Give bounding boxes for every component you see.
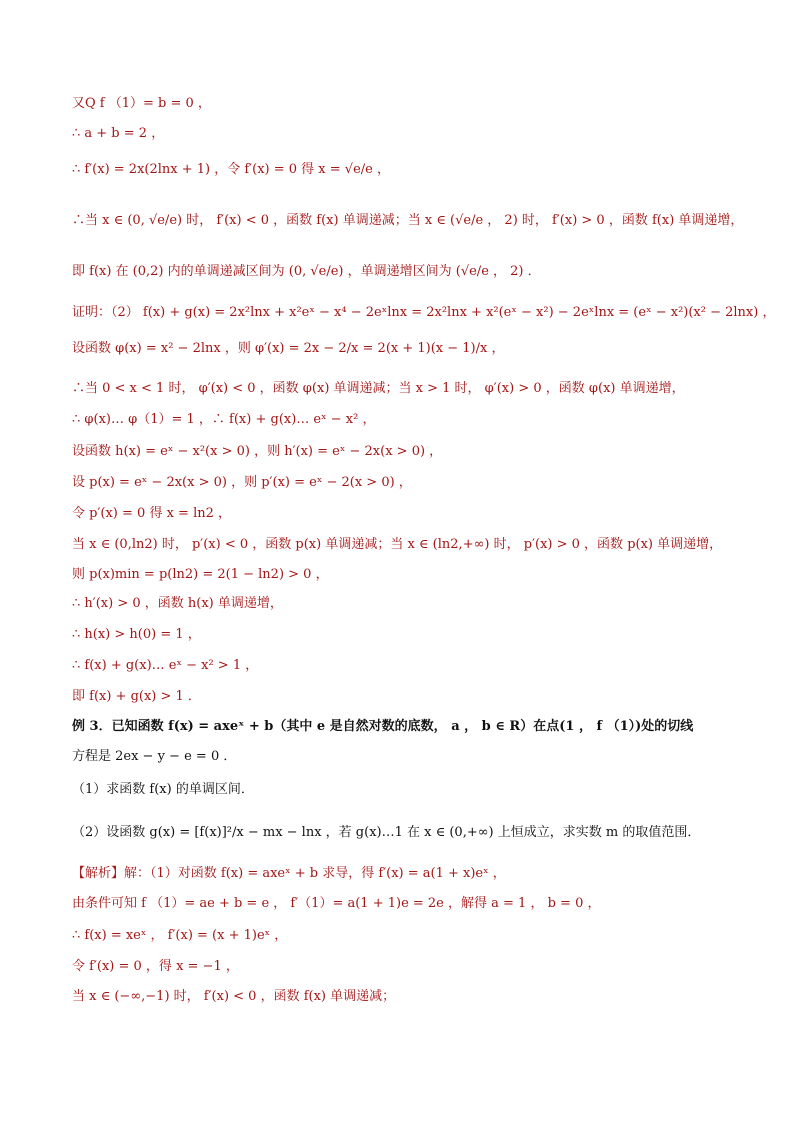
- question-item: （2）设函数 g(x) = [f(x)]²/x − mx − lnx ，若 g(x)…1 在 x ∈ (0,+∞) 上恒成立，求实数 m 的取值范围．: [72, 825, 701, 840]
- text-line: 令 f′(x) = 0 ，得 x = −1 ，: [72, 959, 239, 974]
- solution-heading: 【解析】解：（1）对函数 f(x) = axeˣ + b 求导，得 f′(x) = a(1 + x)eˣ ，: [72, 866, 506, 881]
- text-line: ∴当 0 < x < 1 时， φ′(x) < 0 ，函数 φ(x) 单调递减；当 x > 1 时， φ′(x) > 0 ，函数 φ(x) 单调递增，: [72, 381, 685, 396]
- text-line: 又Q f （1）= b = 0 ，: [72, 96, 211, 111]
- text-line: ∴ a + b = 2 ，: [72, 126, 165, 141]
- text-line: 即 f(x) 在 (0,2) 内的单调递减区间为 (0, √e/e) ，单调递增区间为 (√e/e ， 2) ．: [72, 264, 541, 279]
- text-line: 证明：（2） f(x) + g(x) = 2x²lnx + x²eˣ − x⁴ − 2eˣlnx = 2x²lnx + x²(eˣ − x²) − 2eˣlnx = (eˣ − x²)(x² − 2lnx) ，: [72, 305, 776, 320]
- text-line: 方程是 2ex − y − e = 0 ．: [72, 749, 237, 764]
- text-line: ∴ φ(x)… φ（1）= 1 ，∴ f(x) + g(x)… eˣ − x² ，: [72, 412, 376, 427]
- text-line: ∴当 x ∈ (0, √e/e) 时， f′(x) < 0 ，函数 f(x) 单调递减；当 x ∈ (√e/e ， 2) 时， f′(x) > 0 ，函数 f(x) 单调递增，: [72, 213, 744, 228]
- question-item: （1）求函数 f(x) 的单调区间．: [72, 782, 254, 797]
- text-line: 令 p′(x) = 0 得 x = ln2 ，: [72, 506, 231, 521]
- text-line: 设 p(x) = eˣ − 2x(x > 0) ，则 p′(x) = eˣ − 2(x > 0) ，: [72, 475, 412, 490]
- text-line: ∴ f(x) + g(x)… eˣ − x² > 1 ，: [72, 658, 259, 673]
- text-line: 当 x ∈ (−∞,−1) 时， f′(x) < 0 ，函数 f(x) 单调递减；: [72, 989, 396, 1004]
- text-line: ∴ f(x) = xeˣ ， f′(x) = (x + 1)eˣ ，: [72, 928, 288, 943]
- text-line: 设函数 φ(x) = x² − 2lnx ，则 φ′(x) = 2x − 2/x = 2(x + 1)(x − 1)/x ，: [72, 341, 505, 356]
- text-line: ∴ f′(x) = 2x(2lnx + 1) ，令 f′(x) = 0 得 x = √e/e ，: [72, 162, 390, 177]
- text-line: 当 x ∈ (0,ln2) 时， p′(x) < 0 ，函数 p(x) 单调递减；当 x ∈ (ln2,+∞) 时， p′(x) > 0 ，函数 p(x) 单调递增，: [72, 537, 723, 552]
- text-line: 即 f(x) + g(x) > 1 ．: [72, 689, 201, 704]
- text-line: ∴ h(x) > h(0) = 1 ，: [72, 627, 201, 642]
- text-line: 设函数 h(x) = eˣ − x²(x > 0) ，则 h′(x) = eˣ − 2x(x > 0) ，: [72, 444, 443, 459]
- text-line: ∴ h′(x) > 0 ，函数 h(x) 单调递增，: [72, 596, 283, 611]
- example-heading: 例 3．已知函数 f(x) = axeˣ + b（其中 e 是自然对数的底数， a ， b ∈ R）在点(1 ， f （1）)处的切线: [72, 719, 694, 734]
- text-line: 则 p(x)min = p(ln2) = 2(1 − ln2) > 0 ，: [72, 567, 329, 582]
- text-line: 由条件可知 f （1）= ae + b = e ， f′（1）= a(1 + 1)e = 2e ，解得 a = 1 ， b = 0 ，: [72, 896, 601, 911]
